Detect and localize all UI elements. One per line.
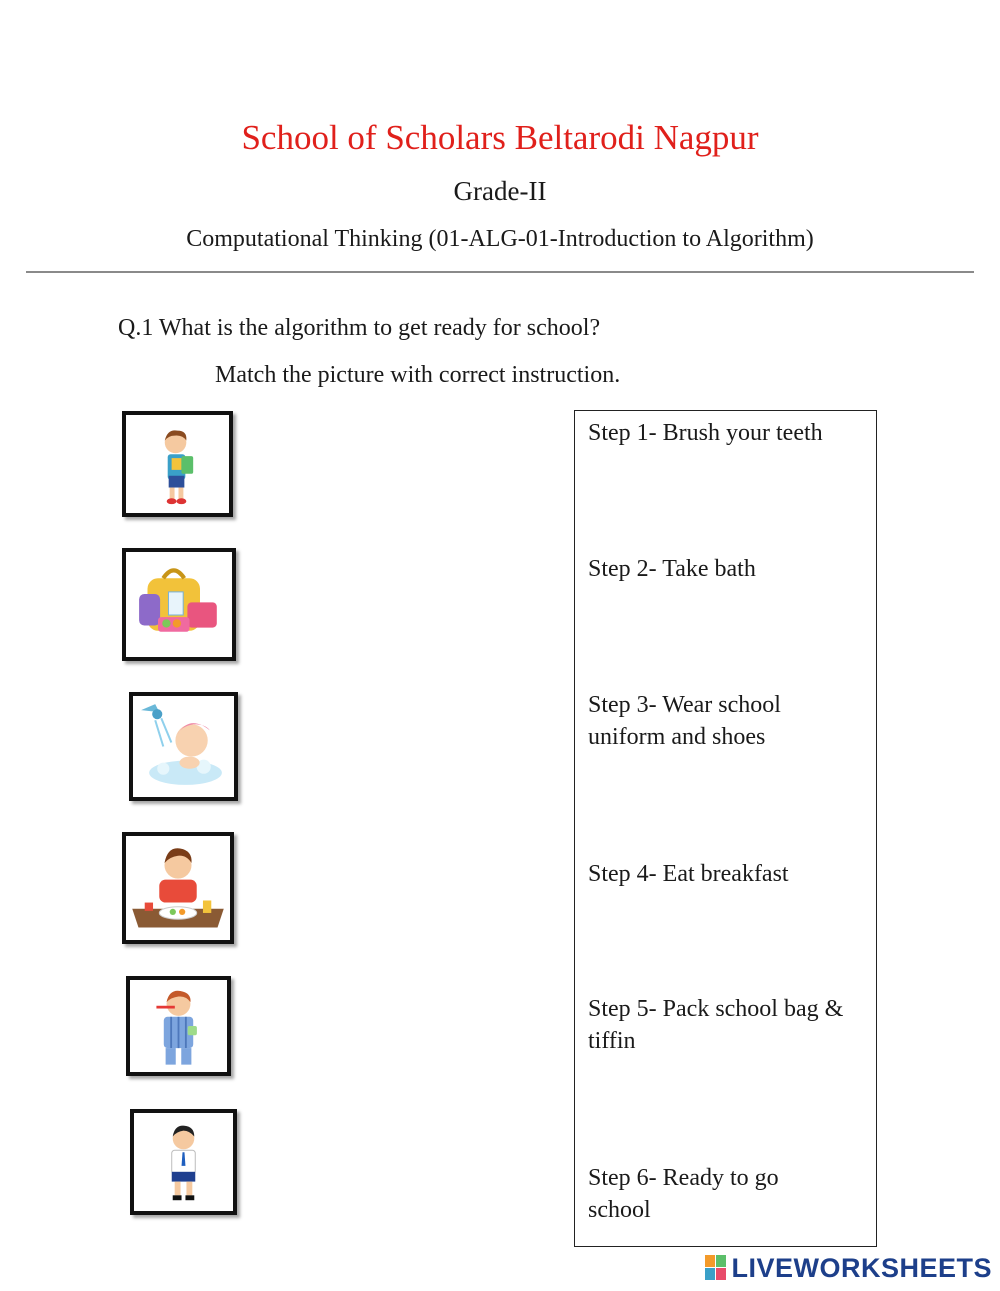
step-1-line-1: Step 1- Brush your teeth: [588, 420, 823, 446]
step-5-line-1: Step 5- Pack school bag &: [588, 996, 844, 1022]
step-2[interactable]: [588, 553, 873, 585]
steps-box: [574, 410, 877, 1247]
worksheet-title: School of Scholars Beltarodi Nagpur: [241, 118, 759, 157]
liveworksheets-text: LIVEWORKSHEETS: [731, 1252, 992, 1283]
question-instruction: Match the picture with correct instruction.: [215, 362, 621, 388]
step-5-line-2: tiffin: [588, 1028, 636, 1054]
boy-in-school-uniform-icon: [134, 1113, 233, 1211]
child-taking-bath-icon: [133, 696, 234, 797]
boy-eating-breakfast-icon: [126, 836, 230, 940]
picture-card-4[interactable]: [122, 832, 234, 944]
boy-with-school-bag-icon: [126, 415, 229, 513]
step-3-line-2: uniform and shoes: [588, 724, 766, 750]
step-4-line-1: Step 4- Eat breakfast: [588, 861, 789, 887]
step-2-line-1: Step 2- Take bath: [588, 556, 756, 582]
liveworksheets-brand[interactable]: [705, 1253, 992, 1283]
step-4[interactable]: [588, 858, 873, 890]
picture-card-1[interactable]: [122, 411, 233, 517]
liveworksheets-logo-icon: [705, 1255, 727, 1281]
picture-card-3[interactable]: [129, 692, 238, 801]
picture-card-2[interactable]: [122, 548, 236, 661]
picture-card-5[interactable]: [126, 976, 231, 1076]
step-3-line-1: Step 3- Wear school: [588, 692, 781, 718]
boy-brushing-teeth-icon: [130, 980, 227, 1072]
grade-label: Grade-II: [453, 176, 547, 206]
school-bag-and-tiffin-icon: [126, 552, 232, 657]
step-6-line-1: Step 6- Ready to go: [588, 1165, 779, 1191]
divider: [26, 271, 974, 273]
step-5[interactable]: [588, 993, 873, 1057]
subject-label: Computational Thinking (01-ALG-01-Introduction to Algorithm): [186, 226, 814, 252]
step-6[interactable]: [588, 1162, 873, 1226]
step-1[interactable]: [588, 417, 873, 449]
step-6-line-2: school: [588, 1197, 651, 1223]
step-3[interactable]: [588, 689, 873, 753]
picture-card-6[interactable]: [130, 1109, 237, 1215]
question-text: Q.1 What is the algorithm to get ready for school?: [118, 315, 601, 341]
